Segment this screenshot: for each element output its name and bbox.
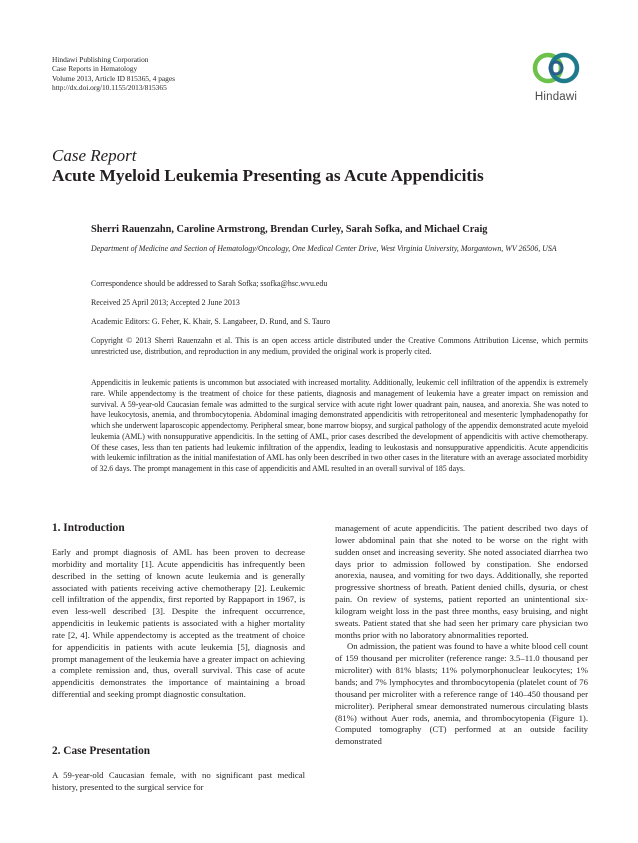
logo-wordmark: Hindawi [534,91,578,103]
case-paragraph-continued: management of acute appendicitis. The patient described two days of lower abdominal pain that she noted to be worse on the right with sudden onset and increasing severity. She noted associated diarrhea two days prior to admission followed by constipation. She endorsed anorexia, nausea, and vomiting for two days. Additionally, she reported progressive shortness of breath. Patient denied chills, dysuria, or chest pain. On review of systems, patient reported an unintentional six-kilogram weight loss in the past three months, easy bruising, and night sweats. Patient stated that she had seen her primary care physician two months prior with no laboratory abnormalities reported. [335,523,588,640]
admission-text-a: On admission, the patient was found to have a white blood cell count of 159 thousand per microliter (reference range: 3.5–11.0 thousand per microliter) with 81% blasts; 11% polymorphonuclear leukocytes; 1% bands; and 7% lymphocytes and thrombocytopenia (platelet count of 76 thousand per microliter with a reference range of 140–450 thousand per microliter). Peripheral smear demonstrated numerous circulating blasts (81%) without Auer rods, anemia, and thrombocytopenia ( [335,641,588,723]
received-accepted-dates: Received 25 April 2013; Accepted 2 June 2013 [91,298,240,307]
case-presentation-text [52,770,305,794]
admission-text-b: ). Computed tomography (CT) performed at an outside facility demonstrated [335,712,588,747]
doi-link[interactable]: http://dx.doi.org/10.1155/2013/815365 [52,82,167,92]
article-title: Acute Myeloid Leukemia Presenting as Acute Appendicitis [52,166,484,185]
section-heading-introduction: 1. Introduction [52,522,125,534]
journal-name: Case Reports in Hematology [52,64,138,74]
section-heading-case-presentation: 2. Case Presentation [52,745,150,757]
correspondence: Correspondence should be addressed to Sarah Sofka; ssofka@hsc.wvu.edu [91,279,328,288]
case-paragraph-start: A 59-year-old Caucasian female, with no significant past medical history, presented to the surgical service for [52,770,305,792]
author-list: Sherri Rauenzahn, Caroline Armstrong, Brendan Curley, Sarah Sofka, and Michael Craig [91,224,488,235]
hindawi-logo [524,46,588,106]
affiliation: Department of Medicine and Section of Hematology/Oncology, One Medical Center Drive, West Virginia University, Morgantown, WV 26506, USA [91,244,557,253]
figure-1-link[interactable]: Figure 1 [551,712,583,723]
article-type: Case Report [52,146,137,165]
publisher-name: Hindawi Publishing Corporation [52,55,149,64]
admission-paragraph [335,641,588,748]
introduction-paragraph: Early and prompt diagnosis of AML has been proven to decrease morbidity and mortality [1]. Acute appendicitis has infrequently been described in the setting of known acute leukemia and is generally associated with patients receiving active chemotherapy [2]. Leukemic cell infiltration of the appendix, first reported by Rappaport in 1967, is even less-well described [3]. Despite the infrequent occurrence, appendicitis in leukemic patients is associated with a higher mortality rate [2, 4]. While appendectomy is accepted as the treatment of choice for appendicitis in patients with acute leukemia [5], diagnosis and prompt management of the leukemia have a greater impact on achieving a complete remission and, thus, overall survival. This case of acute appendicitis demonstrates the importance of maintaining a broad differential and seeking prompt diagnostic consultation. [52,547,305,700]
volume-info: Volume 2013, Article ID 815365, 4 pages [52,73,176,83]
academic-editors: Academic Editors: G. Feher, K. Khair, S. Langabeer, D. Rund, and S. Tauro [91,317,331,326]
introduction-text [52,547,305,701]
right-column-text [335,523,588,748]
publisher-info [52,55,175,92]
copyright-notice: Copyright © 2013 Sherri Rauenzahn et al. This is an open access article distributed under the Creative Commons Attribution License, which permits unrestricted use, distribution, and reproduction in any medium, provided the original work is properly cited. [91,336,588,356]
abstract: Appendicitis in leukemic patients is uncommon but associated with increased mortality. Additionally, leukemic cell infiltration of the appendix is extremely rare. While appendectomy is the treatment of choice for these patients, diagnosis and management of leukemia have a greater impact on remission and survival. A 59-year-old Caucasian female was admitted to the surgical service with acute right lower quadrant pain, nausea, and anorexia. She was noted to have leukocytosis, anemia, and thrombocytopenia. Abdominal imaging demonstrated appendicitis with retroperitoneal and mesenteric lymphadenopathy for which she underwent laparoscopic appendectomy. Peripheral smear, bone marrow biopsy, and surgical pathology of the appendix demonstrated acute myeloid leukemia (AML) with nonsuppurative appendicitis. In the setting of AML, prior cases described the development of appendicitis with active chemotherapy. Of these cases, less than ten patients had leukemic infiltration of the appendix, leading to leukostasis and nonsuppurative appendicitis. Acute appendicitis with leukemic infiltration as the initial manifestation of AML has only been described in two other cases in the literature with an average associated morbidity of 32.6 days. The prompt management in this case of appendicitis and AML resulted in an overall survival of 185 days. [91,378,588,473]
hindawi-rings-icon [524,46,588,90]
